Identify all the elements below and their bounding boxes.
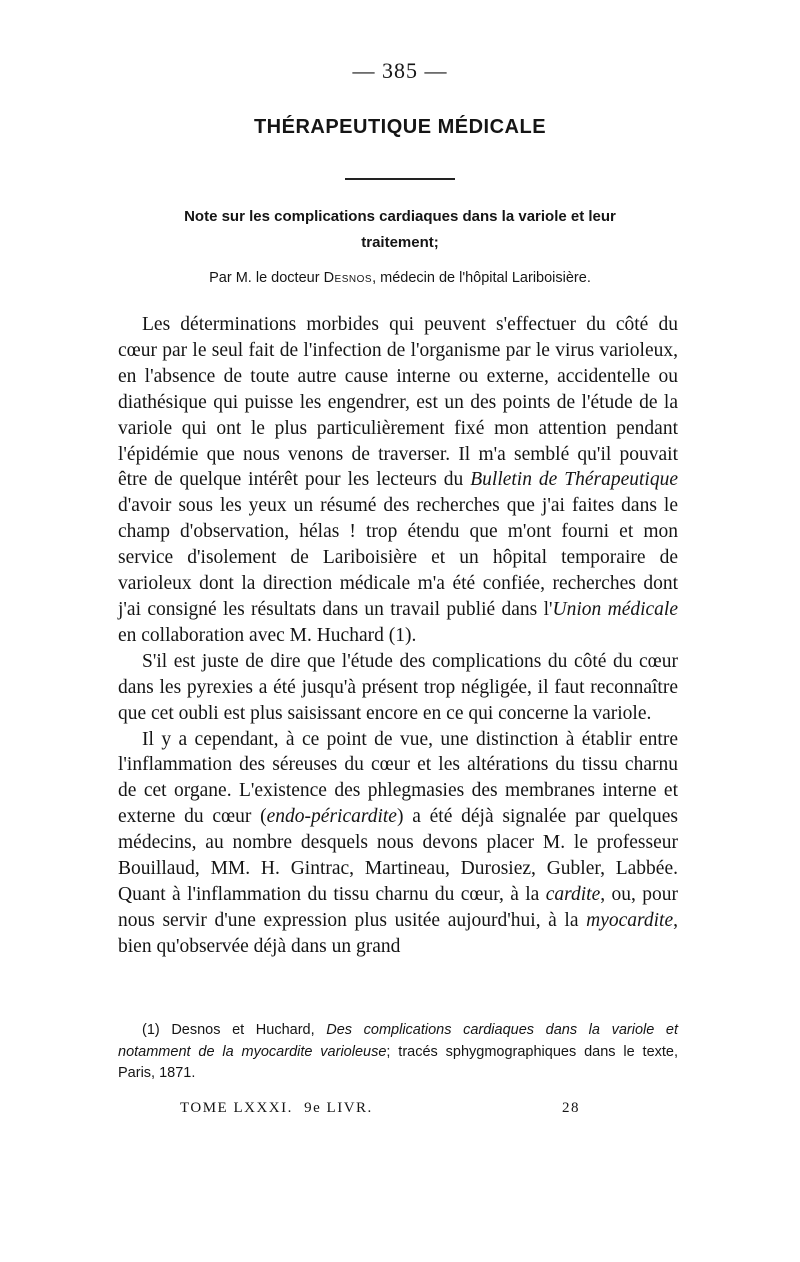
p1-journal-title-2: Union médicale <box>552 598 678 620</box>
footnote-text-a: (1) Desnos et Huchard, <box>142 1022 327 1038</box>
p3-text-a: Il y a cependant, à ce point de vue, une distinction à établir entre l'inflammation des séreuses du cœur et les altérations du tissu charnu de cet organe. L'existence des phlegmasies des membranes interne et externe du cœur ( <box>118 728 678 828</box>
p3-term-3: myocardite <box>586 909 674 931</box>
paragraph-1 <box>118 312 678 649</box>
signature-left <box>180 1100 379 1117</box>
signature-number: 28 <box>562 1100 580 1116</box>
paragraph-3 <box>118 727 678 960</box>
article-body <box>118 312 678 960</box>
p3-text-b: ) a été déjà signalée par quelques médecins, au nombre desquels nous devons placer M. le professeur Bouillaud, MM. H. Gintrac, Martineau, Durosiez, Gubler, Labbée. Quant à l'inflammation du tissu charnu du cœur, à la <box>118 806 678 905</box>
p1-text-c: en collaboration avec M. Huchard (1). <box>118 624 417 646</box>
footnote-text <box>118 1020 678 1085</box>
p3-term-2: cardite <box>545 883 601 905</box>
paragraph-2: S'il est juste de dire que l'étude des complications du côté du cœur dans les pyrexies a été jusqu'à présent trop négligée, il faut reconnaître que cet oubli est plus saisissant encore en ce qui concerne la variole. <box>118 650 678 724</box>
page-number: — 385 — <box>352 58 448 83</box>
byline-prefix: Par M. le docteur <box>209 270 324 286</box>
byline-author: Desnos <box>323 270 373 286</box>
byline <box>110 270 690 286</box>
p3-text-c: , ou, pour nous servir d'une expression plus usitée aujourd'hui, à la <box>118 883 679 931</box>
p1-text-a: Les déterminations morbides qui peuvent s'effectuer du côté du cœur par le seul fait de l'infection de l'organisme par le virus varioleux, en l'absence de toute autre cause interne ou externe, accidentelle ou diathésique qui puisse les engendrer, est un des points de l'étude de la variole qui ont le plus particulièrement fixé mon attention pendant l'épidémie que nous venons de traverser. Il m'a semblé qu'il pouvait être de quelque intérêt pour les lecteurs du <box>118 314 678 491</box>
footnote-title: Des complications cardiaques dans la variole et notamment de la myocardite varioleuse <box>118 1022 678 1060</box>
byline-suffix: , médecin de l'hôpital Lariboisière. <box>372 270 591 286</box>
livraison-label: 9e LIVR. <box>304 1100 373 1116</box>
article-title-line-1: Note sur les complications cardiaques dans la variole et leur <box>184 208 616 225</box>
article-title-line-2: traitement; <box>361 234 439 251</box>
article-title <box>110 204 690 256</box>
section-title: THÉRAPEUTIQUE MÉDICALE <box>253 116 547 138</box>
p1-journal-title: Bulletin de Thérapeutique <box>470 469 678 491</box>
p1-text-b: d'avoir sous les yeux un résumé des recherches que j'ai faites dans le champ d'observation, hélas ! trop étendu que m'ont fourni et mon service d'isolement de Lariboisière et un hôpital temporaire de varioleux dont la direction médicale m'a été confiée, recherches dont j'ai consigné les résultats dans un travail publié dans l' <box>118 495 678 620</box>
tome-label: TOME LXXXI. <box>180 1100 293 1116</box>
title-rule <box>345 178 455 180</box>
p3-term-1: endo-péricardite <box>266 806 397 828</box>
footnote-text-b: ; tracés sphygmographiques dans le texte, Paris, 1871. <box>118 1043 678 1081</box>
p3-text-d: , bien qu'observée déjà dans un grand <box>118 909 678 957</box>
signature-line <box>180 1100 580 1117</box>
footnote <box>118 1020 678 1085</box>
